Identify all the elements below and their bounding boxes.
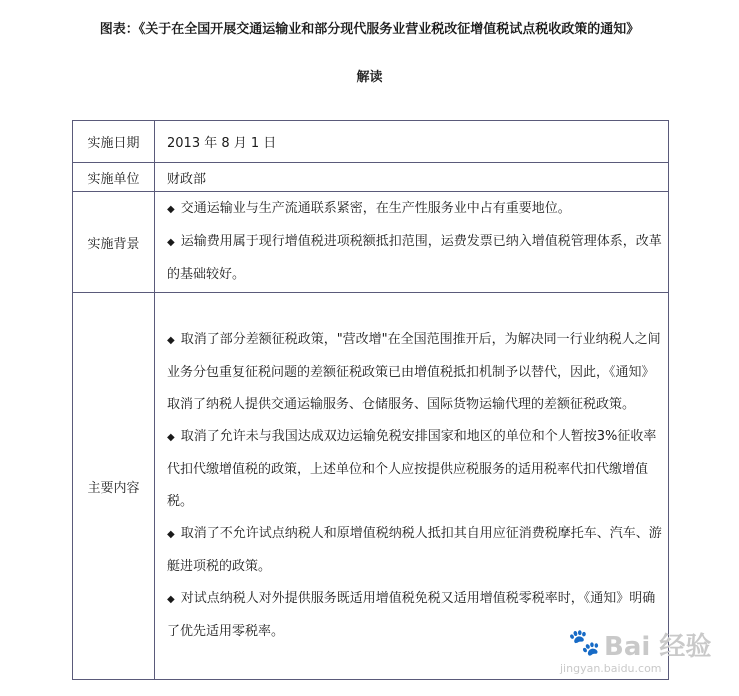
list-item-text: 取消了允许未与我国达成双边运输免税安排国家和地区的单位和个人暂按3%征收率代扣代缴增值税的政策，上述单位和个人应按提供应税服务的适用税率代扣代缴增值税。 (167, 429, 657, 509)
list-item-text: 取消了不允许试点纳税人和原增值税纳税人抵扣其自用应征消费税摩托车、汽车、游艇进项税的政策。 (167, 526, 662, 574)
watermark-brand: Bai 经验 (604, 632, 712, 662)
row-value-unit: 财政部 (155, 163, 669, 192)
list-item-text: 对试点纳税人对外提供服务既适用增值税免税又适用增值税零税率时，《通知》明确了优先适用零税率。 (167, 591, 656, 639)
table-row-background (73, 192, 669, 293)
list-item (167, 583, 662, 648)
list-item-text: 交通运输业与生产流通联系紧密，在生产性服务业中占有重要地位。 (180, 201, 571, 216)
list-item (167, 324, 662, 421)
diamond-bullet-icon: ◆ (167, 594, 175, 605)
diamond-bullet-icon: ◆ (167, 204, 175, 215)
paw-icon: 🐾 (568, 628, 601, 658)
diamond-bullet-icon: ◆ (167, 432, 175, 443)
list-item (167, 518, 662, 583)
list-item (167, 421, 662, 518)
row-value-background (155, 192, 669, 293)
row-value-date: 2013 年 8 月 1 日 (155, 121, 669, 163)
table-row-main-content (73, 293, 669, 680)
list-item (167, 193, 662, 226)
list-item-text: 运输费用属于现行增值税进项税额抵扣范围，运费发票已纳入增值税管理体系，改革的基础较好。 (167, 234, 662, 282)
table-row-date (73, 121, 669, 163)
row-label-main-content: 主要内容 (73, 293, 155, 680)
diamond-bullet-icon: ◆ (167, 529, 175, 540)
watermark-url: jingyan.baidu.com (560, 662, 662, 675)
row-label-date: 实施日期 (73, 121, 155, 163)
row-label-unit: 实施单位 (73, 163, 155, 192)
list-item (167, 226, 662, 291)
diamond-bullet-icon: ◆ (167, 237, 175, 248)
policy-table (72, 120, 669, 680)
table-row-unit (73, 163, 669, 192)
row-value-main-content (155, 293, 669, 680)
list-item-text: 取消了部分差额征税政策，"营改增"在全国范围推开后，为解决同一行业纳税人之间业务分包重复征税问题的差额征税政策已由增值税抵扣机制予以替代，因此，《通知》取消了纳税人提供交通运输服务、仓储服务、国际货物运输代理的差额征税政策。 (167, 332, 661, 412)
row-label-background: 实施背景 (73, 192, 155, 293)
document-subtitle: 解读 (356, 70, 383, 85)
document-title: 图表：《关于在全国开展交通运输业和部分现代服务业营业税改征增值税试点税收政策的通知》 (99, 22, 640, 37)
diamond-bullet-icon: ◆ (167, 335, 175, 346)
